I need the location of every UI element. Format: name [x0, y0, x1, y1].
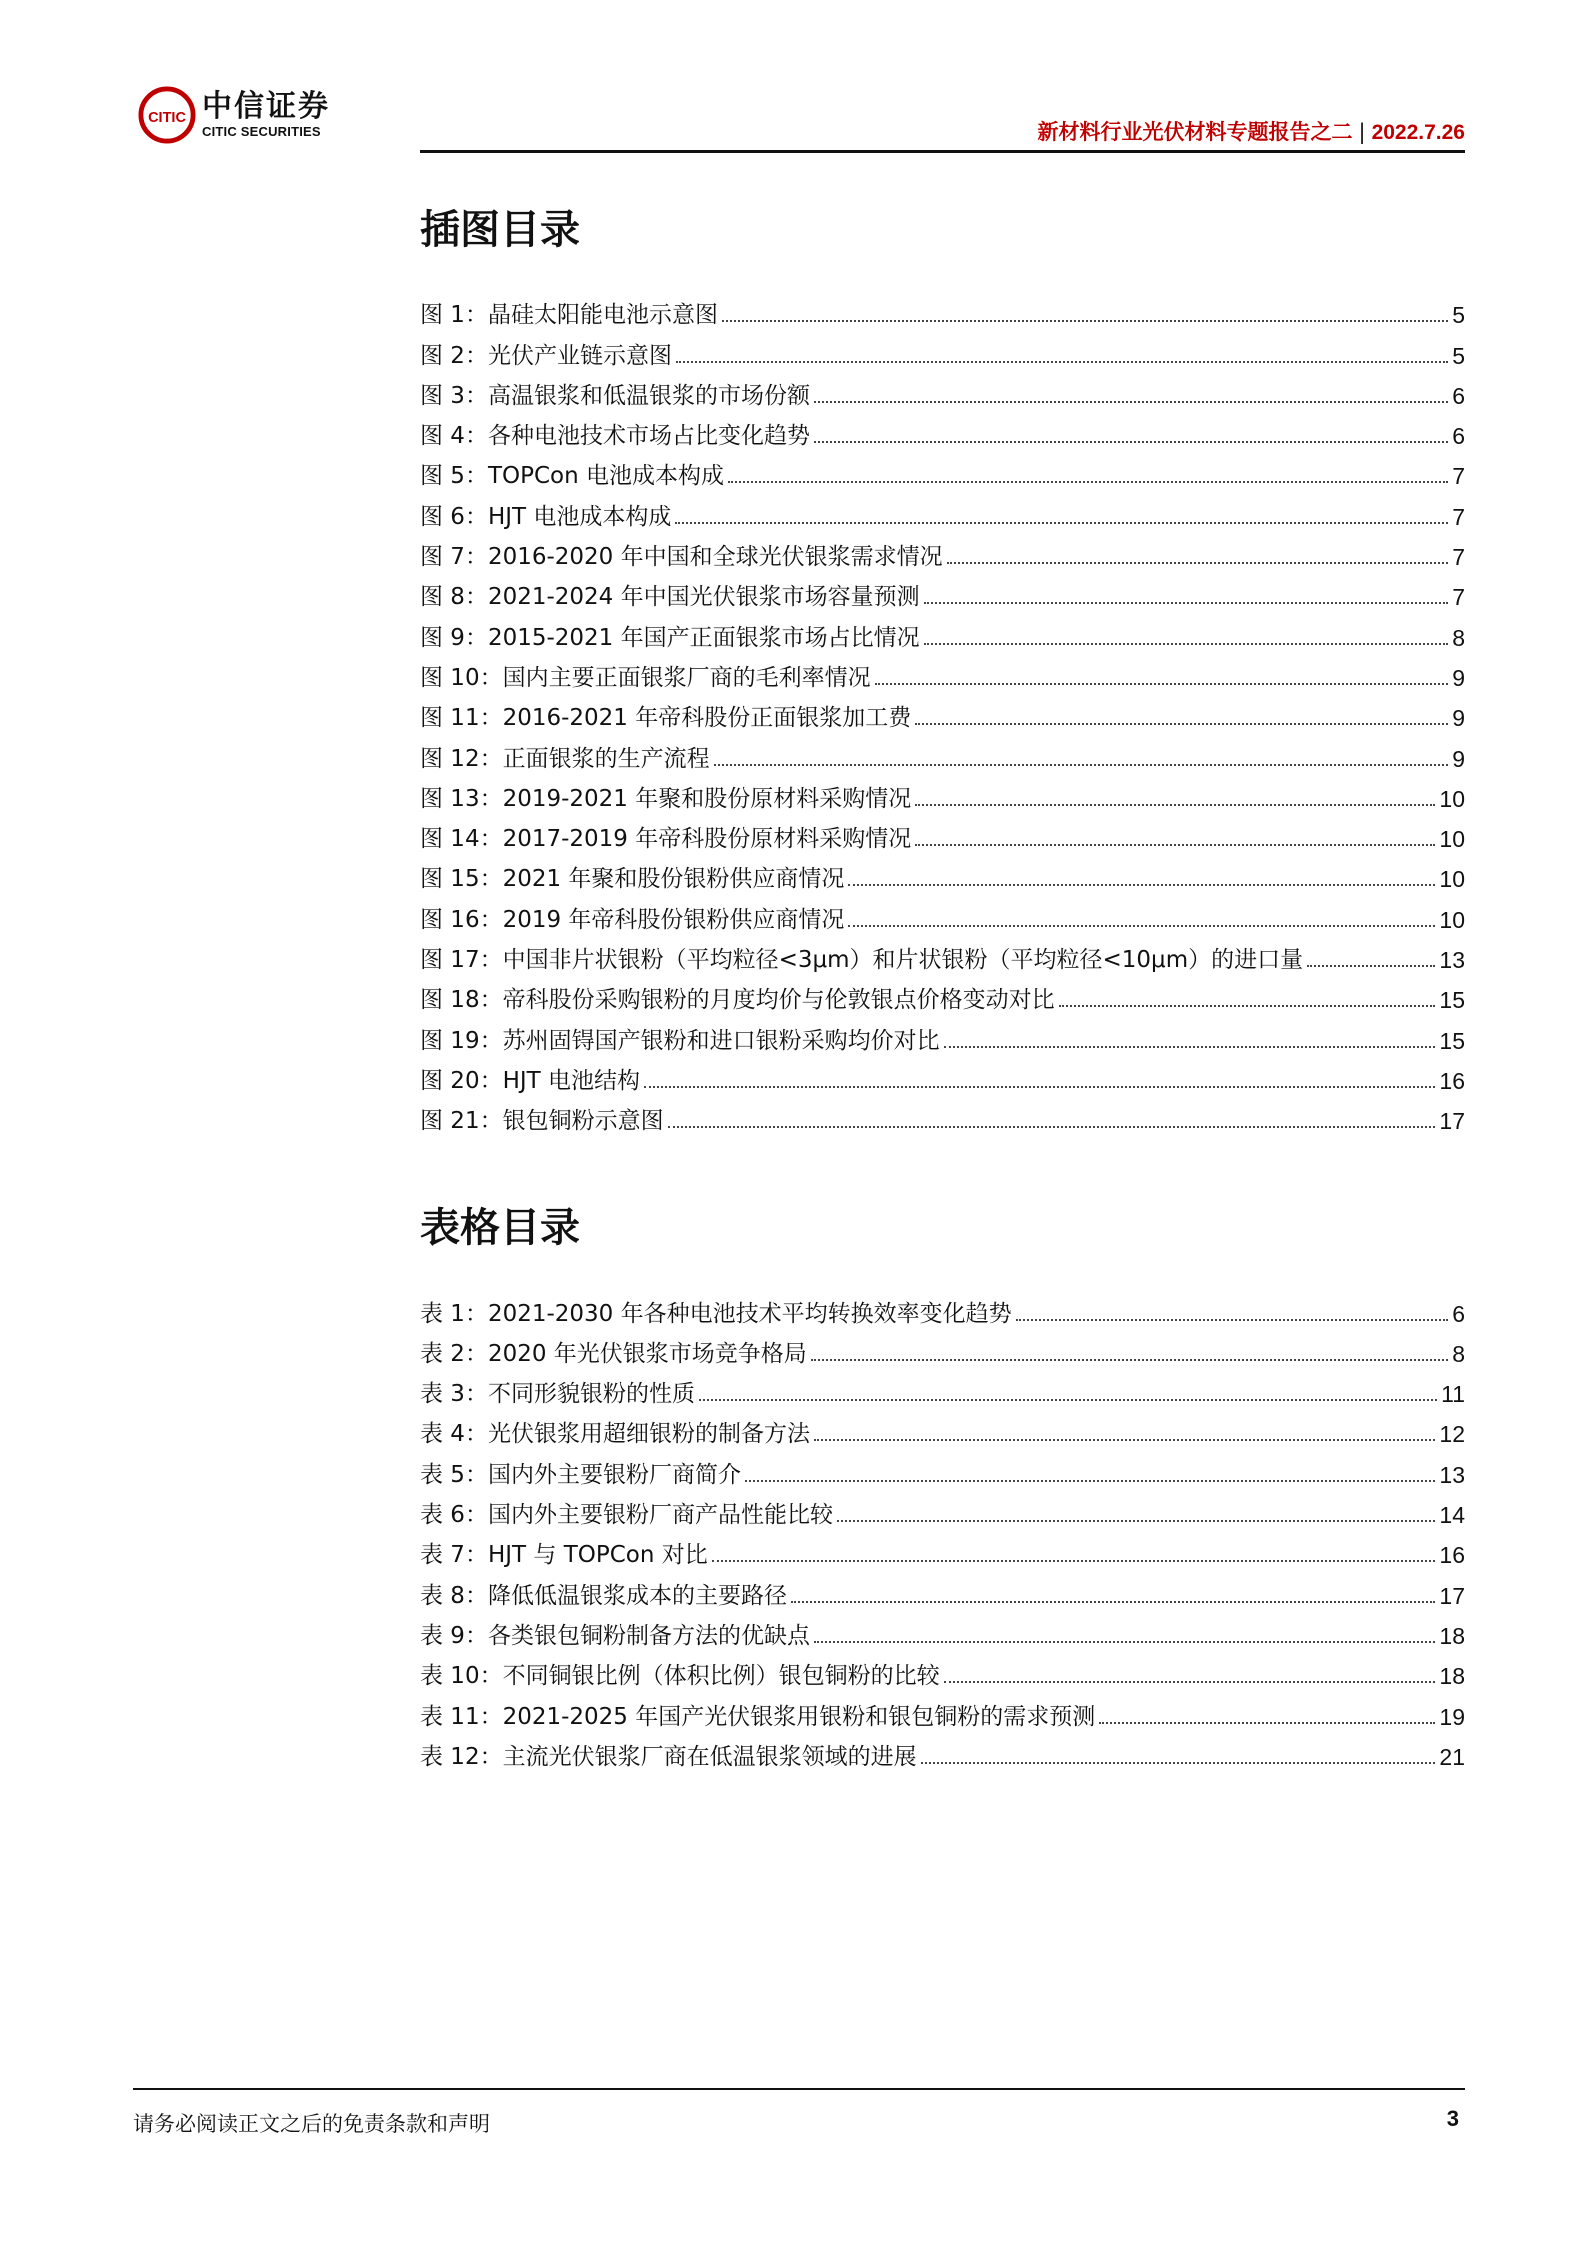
toc-entry-label: 表 2：2020 年光伏银浆市场竞争格局	[420, 1340, 807, 1367]
tables-toc-entry[interactable]	[420, 1611, 1465, 1651]
tables-toc-entry[interactable]	[420, 1530, 1465, 1570]
toc-entry-label: 图 20：HJT 电池结构	[420, 1067, 641, 1094]
toc-entry-label: 表 6：国内外主要银粉厂商产品性能比较	[420, 1502, 833, 1529]
toc-entry-label: 图 15：2021 年聚和股份银粉供应商情况	[420, 866, 845, 893]
toc-content	[420, 200, 1465, 1772]
toc-dot-leader	[837, 1520, 1435, 1522]
citic-logo-icon	[138, 86, 196, 144]
figures-toc-entry[interactable]	[420, 935, 1465, 975]
toc-entry-label: 图 2：光伏产业链示意图	[420, 342, 672, 369]
toc-entry-page: 9	[1452, 705, 1465, 732]
toc-entry-label: 图 5：TOPCon 电池成本构成	[420, 463, 724, 490]
figures-toc-entry[interactable]	[420, 854, 1465, 894]
figures-toc-entry[interactable]	[420, 1096, 1465, 1136]
toc-dot-leader	[1059, 1005, 1436, 1007]
toc-dot-leader	[915, 844, 1435, 846]
tables-toc-list	[420, 1288, 1465, 1772]
toc-dot-leader	[811, 1359, 1448, 1361]
page-number: 3	[1446, 2106, 1459, 2131]
toc-entry-label: 图 6：HJT 电池成本构成	[420, 503, 672, 530]
toc-entry-label: 表 4：光伏银浆用超细银粉的制备方法	[420, 1421, 810, 1448]
header-separator: |	[1358, 120, 1366, 144]
tables-toc-entry[interactable]	[420, 1490, 1465, 1530]
figures-toc-entry[interactable]	[420, 894, 1465, 934]
toc-dot-leader	[924, 602, 1449, 604]
toc-entry-page: 9	[1452, 664, 1465, 691]
toc-dot-leader	[791, 1601, 1435, 1603]
toc-entry-page: 7	[1452, 463, 1465, 490]
toc-entry-label: 图 8：2021-2024 年中国光伏银浆市场容量预测	[420, 584, 920, 611]
toc-entry-label: 图 12：正面银浆的生产流程	[420, 745, 710, 772]
toc-dot-leader	[728, 481, 1448, 483]
toc-dot-leader	[722, 320, 1448, 322]
tables-toc-entry[interactable]	[420, 1369, 1465, 1409]
report-title: 新材料行业光伏材料专题报告之二	[1037, 120, 1353, 144]
toc-entry-label: 图 19：苏州固锝国产银粉和进口银粉采购均价对比	[420, 1027, 940, 1054]
toc-dot-leader	[668, 1126, 1436, 1128]
toc-entry-page: 17	[1439, 1582, 1465, 1609]
figures-toc-entry[interactable]	[420, 1015, 1465, 1055]
toc-dot-leader	[699, 1399, 1437, 1401]
toc-entry-page: 6	[1452, 423, 1465, 450]
toc-entry-page: 16	[1439, 1542, 1465, 1569]
toc-dot-leader	[676, 361, 1448, 363]
toc-dot-leader	[745, 1480, 1435, 1482]
toc-entry-label: 图 10：国内主要正面银浆厂商的毛利率情况	[420, 664, 871, 691]
toc-dot-leader	[814, 1641, 1435, 1643]
figures-toc-entry[interactable]	[420, 1056, 1465, 1096]
toc-entry-label: 表 5：国内外主要银粉厂商简介	[420, 1461, 741, 1488]
tables-toc-title: 表格目录	[420, 1205, 580, 1252]
toc-entry-page: 10	[1439, 785, 1465, 812]
toc-entry-page: 5	[1452, 302, 1465, 329]
figures-toc-entry[interactable]	[420, 653, 1465, 693]
toc-entry-label: 图 9：2015-2021 年国产正面银浆市场占比情况	[420, 624, 920, 651]
toc-entry-page: 10	[1439, 826, 1465, 853]
report-header	[1037, 116, 1465, 146]
toc-dot-leader	[1099, 1722, 1435, 1724]
figures-toc-list	[420, 290, 1465, 1136]
toc-dot-leader	[915, 723, 1448, 725]
toc-entry-page: 13	[1439, 1461, 1465, 1488]
toc-entry-page: 17	[1439, 1108, 1465, 1135]
toc-entry-page: 18	[1439, 1622, 1465, 1649]
toc-entry-label: 图 16：2019 年帝科股份银粉供应商情况	[420, 906, 845, 933]
figures-toc-entry[interactable]	[420, 774, 1465, 814]
figures-toc-entry[interactable]	[420, 572, 1465, 612]
toc-dot-leader	[944, 1046, 1436, 1048]
tables-toc-entry[interactable]	[420, 1691, 1465, 1731]
toc-entry-page: 6	[1452, 1300, 1465, 1327]
toc-entry-page: 5	[1452, 342, 1465, 369]
brand-name-en: CITIC SECURITIES	[202, 124, 321, 139]
footer-disclaimer: 请务必阅读正文之后的免责条款和声明	[133, 2112, 490, 2136]
toc-entry-page: 10	[1439, 906, 1465, 933]
toc-dot-leader	[675, 522, 1448, 524]
toc-entry-label: 图 18：帝科股份采购银粉的月度均价与伦敦银点价格变动对比	[420, 987, 1055, 1014]
toc-entry-page: 10	[1439, 866, 1465, 893]
toc-entry-label: 图 11：2016-2021 年帝科股份正面银浆加工费	[420, 705, 912, 732]
toc-dot-leader	[875, 683, 1449, 685]
toc-entry-page: 8	[1452, 624, 1465, 651]
tables-toc-entry[interactable]	[420, 1449, 1465, 1489]
toc-entry-label: 图 14：2017-2019 年帝科股份原材料采购情况	[420, 826, 912, 853]
toc-entry-label: 表 7：HJT 与 TOPCon 对比	[420, 1542, 708, 1569]
figures-toc-entry[interactable]	[420, 814, 1465, 854]
toc-entry-page: 7	[1452, 544, 1465, 571]
toc-entry-page: 15	[1439, 1027, 1465, 1054]
toc-entry-label: 图 1：晶硅太阳能电池示意图	[420, 302, 718, 329]
figures-toc-entry[interactable]	[420, 975, 1465, 1015]
toc-dot-leader	[714, 764, 1449, 766]
toc-entry-label: 表 9：各类银包铜粉制备方法的优缺点	[420, 1622, 810, 1649]
toc-entry-label: 表 1：2021-2030 年各种电池技术平均转换效率变化趋势	[420, 1300, 1012, 1327]
company-logo	[138, 84, 330, 146]
toc-dot-leader	[644, 1086, 1435, 1088]
toc-entry-page: 15	[1439, 987, 1465, 1014]
toc-entry-label: 图 7：2016-2020 年中国和全球光伏银浆需求情况	[420, 544, 943, 571]
toc-entry-label: 表 8：降低低温银浆成本的主要路径	[420, 1582, 787, 1609]
toc-entry-page: 8	[1452, 1340, 1465, 1367]
tables-toc-entry[interactable]	[420, 1409, 1465, 1449]
figures-toc-entry[interactable]	[420, 491, 1465, 531]
figures-toc-entry[interactable]	[420, 451, 1465, 491]
toc-dot-leader	[814, 1439, 1435, 1441]
toc-dot-leader	[814, 441, 1448, 443]
toc-entry-label: 表 3：不同形貌银粉的性质	[420, 1381, 695, 1408]
brand-name-cn: 中信证券	[202, 89, 330, 124]
toc-dot-leader	[921, 1762, 1436, 1764]
toc-entry-page: 7	[1452, 503, 1465, 530]
figures-toc-title: 插图目录	[420, 207, 580, 253]
toc-entry-page: 12	[1439, 1421, 1465, 1448]
toc-dot-leader	[848, 884, 1435, 886]
toc-dot-leader	[947, 562, 1449, 564]
toc-dot-leader	[712, 1560, 1436, 1562]
toc-entry-page: 18	[1439, 1663, 1465, 1690]
toc-dot-leader	[1307, 965, 1435, 967]
toc-dot-leader	[848, 925, 1435, 927]
toc-entry-label: 表 10：不同铜银比例（体积比例）银包铜粉的比较	[420, 1663, 940, 1690]
tables-toc-entry[interactable]	[420, 1732, 1465, 1772]
toc-entry-page: 13	[1439, 947, 1465, 974]
toc-entry-page: 16	[1439, 1067, 1465, 1094]
figures-toc-entry[interactable]	[420, 371, 1465, 411]
toc-dot-leader	[924, 643, 1449, 645]
figures-toc-entry[interactable]	[420, 693, 1465, 733]
figures-toc-entry[interactable]	[420, 290, 1465, 330]
toc-entry-page: 14	[1439, 1502, 1465, 1529]
header-divider	[420, 150, 1465, 153]
toc-dot-leader	[814, 401, 1448, 403]
tables-toc-entry[interactable]	[420, 1651, 1465, 1691]
toc-entry-label: 图 4：各种电池技术市场占比变化趋势	[420, 423, 810, 450]
figures-toc-entry[interactable]	[420, 532, 1465, 572]
toc-entry-label: 图 21：银包铜粉示意图	[420, 1108, 664, 1135]
toc-entry-page: 7	[1452, 584, 1465, 611]
toc-entry-page: 6	[1452, 382, 1465, 409]
toc-dot-leader	[944, 1681, 1436, 1683]
figures-toc-entry[interactable]	[420, 733, 1465, 773]
toc-entry-label: 表 12：主流光伏银浆厂商在低温银浆领域的进展	[420, 1743, 917, 1770]
logo-glyph: CITIC	[148, 109, 186, 126]
toc-entry-label: 表 11：2021-2025 年国产光伏银浆用银粉和银包铜粉的需求预测	[420, 1703, 1096, 1730]
tables-toc-entry[interactable]	[420, 1288, 1465, 1328]
toc-entry-page: 19	[1439, 1703, 1465, 1730]
toc-dot-leader	[915, 804, 1435, 806]
toc-entry-page: 9	[1452, 745, 1465, 772]
toc-entry-page: 21	[1439, 1743, 1465, 1770]
toc-entry-label: 图 3：高温银浆和低温银浆的市场份额	[420, 382, 810, 409]
tables-toc-entry[interactable]	[420, 1329, 1465, 1369]
toc-entry-page: 11	[1441, 1381, 1465, 1408]
figures-toc-entry[interactable]	[420, 411, 1465, 451]
tables-toc-entry[interactable]	[420, 1570, 1465, 1610]
toc-entry-label: 图 17：中国非片状银粉（平均粒径<3μm）和片状银粉（平均粒径<10μm）的进口量	[420, 947, 1304, 974]
toc-entry-label: 图 13：2019-2021 年聚和股份原材料采购情况	[420, 785, 912, 812]
figures-toc-entry[interactable]	[420, 330, 1465, 370]
footer-divider	[133, 2088, 1465, 2090]
figures-toc-entry[interactable]	[420, 612, 1465, 652]
toc-dot-leader	[1016, 1319, 1449, 1321]
report-date: 2022.7.26	[1371, 121, 1465, 144]
